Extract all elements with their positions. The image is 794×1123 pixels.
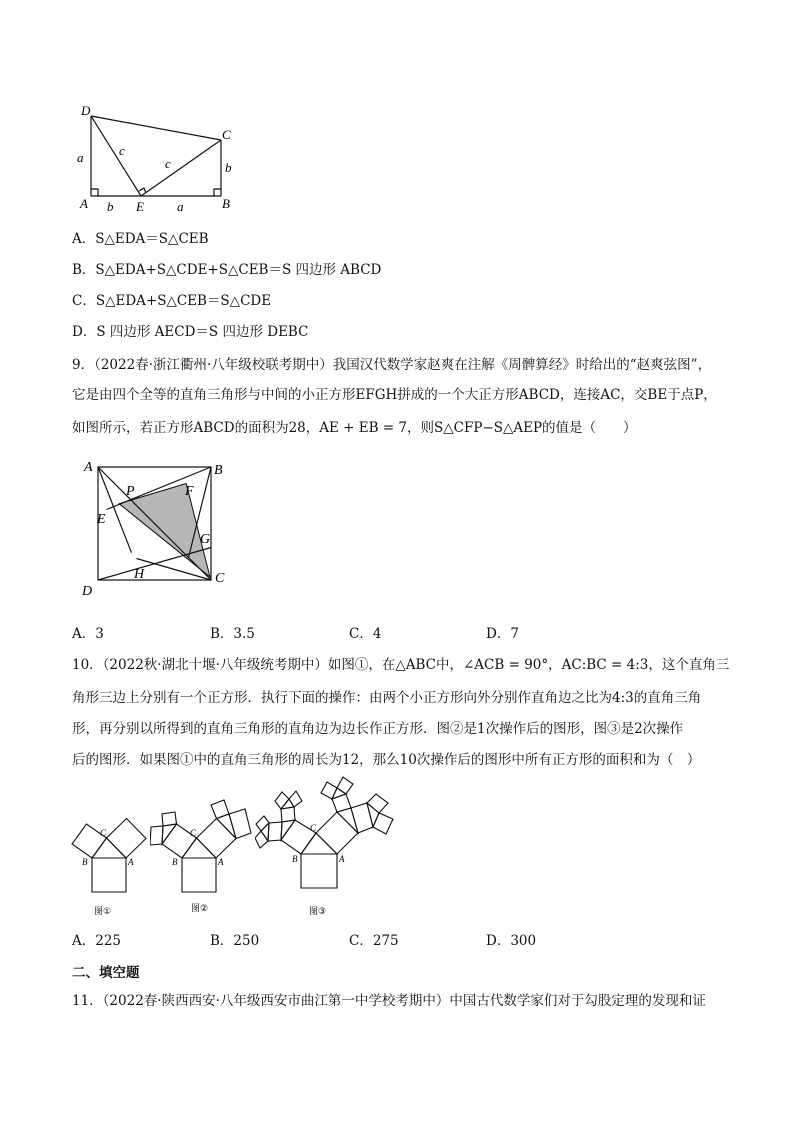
label-a-bottom: a [177,199,184,214]
q9-option-a: A．3 [72,626,104,642]
q9-line-2: 它是由四个全等的直角三角形与中间的小正方形EFGH拼成的一个大正方形ABCD，连接AC，交BE于点P， [72,387,717,403]
label-C: C [100,828,107,838]
label-a-left: a [77,150,84,165]
q9-option-d: D．7 [486,626,519,642]
q9-option-c: C．4 [349,626,382,642]
label-P: P [126,484,135,499]
q10-figure-1 [70,790,155,920]
label-C: C [215,571,225,586]
label-b-bottom: b [107,199,114,214]
caption-3: 图③ [309,907,327,917]
q11-line-1: 11．（2022春·陕西西安·八年级西安市曲江第一中学校考期中）中国古代数学家们对于勾股定理的发现和证 [72,993,706,1009]
q10-line-4: 后的图形．如果图①中的直角三角形的周长为12，那么10次操作后的图形中所有正方形的面积和为（ ） [72,752,701,768]
caption-2: 图② [191,904,209,914]
label-B: B [292,854,298,864]
q10-line-3: 形，再分别以所得到的直角三角形的直角边为边长作正方形．图②是1次操作后的图形，图③是2次操作 [72,721,684,737]
label-b-right: b [225,160,232,175]
q9-option-b: B．3.5 [210,626,255,642]
label-B: B [214,463,223,478]
q8-option-c: C．S△EDA+S△CEB＝S△CDE [72,293,272,309]
label-C: C [222,127,231,142]
label-B: B [222,196,230,211]
label-B: B [82,857,88,867]
label-G: G [200,532,211,547]
label-H: H [134,567,145,582]
q10-line-1: 10．（2022秋·湖北十堰·八年级统考期中）如图①，在△ABC中，∠ACB = 90°，AC:BC = 4:3，这个直角三 [72,657,730,673]
label-F: F [185,484,194,499]
q10-option-c: C．275 [349,933,399,949]
label-A: A [218,857,224,867]
label-A: A [80,196,88,211]
label-E: E [97,512,106,527]
label-A: A [84,460,93,475]
q10-option-d: D．300 [486,933,537,949]
label-A: A [339,854,345,864]
label-A: A [128,857,134,867]
label-D: D [82,584,93,599]
label-B: B [172,857,178,867]
q8-option-a: A．S△EDA＝S△CEB [72,231,209,247]
caption-1: 图① [94,907,112,917]
label-c-mid: c [165,156,171,171]
label-C: C [310,823,317,833]
label-D: D [81,103,91,118]
section-heading: 二、填空题 [72,965,140,981]
q8-option-d: D．S 四边形 AECD＝S 四边形 DEBC [72,324,309,340]
q8-figure [75,100,245,215]
q10-option-b: B．250 [210,933,260,949]
q9-line-3: 如图所示，若正方形ABCD的面积为28，AE + EB = 7，则S△CFP−S△AEP的值是（ ） [72,420,637,436]
q9-figure [75,457,245,602]
q8-option-b: B．S△EDA+S△CDE+S△CEB＝S 四边形 ABCD [72,262,382,278]
q10-figure-2 [150,790,265,920]
label-C: C [190,828,197,838]
q10-option-a: A．225 [72,933,122,949]
q9-line-1: 9．（2022春·浙江衢州·八年级校联考期中）我国汉代数学家赵爽在注解《周髀算经》时给出的“赵爽弦图”， [72,357,712,373]
q10-line-2: 角形三边上分别有一个正方形．执行下面的操作：由两个小正方形向外分别作直角边之比为4:3的直角三角 [72,690,702,706]
label-E: E [136,199,144,214]
label-c-left: c [119,143,125,158]
q10-figure-3 [255,768,395,920]
